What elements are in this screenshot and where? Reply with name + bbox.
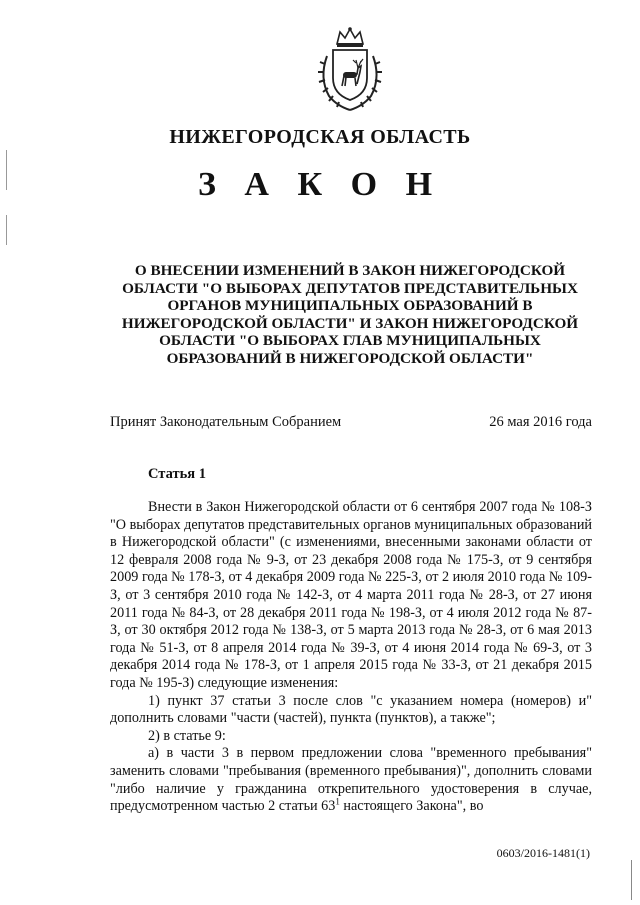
coat-of-arms-icon	[315, 26, 385, 114]
paragraph-text: а) в части 3 в первом предложении слова "временного пребывания" заменить словами "пребывания (временного пребывания)", дополнить словами "либо наличие у гражданина открепительного удостоверения в случае, предусмотренном частью 2 статьи 63	[110, 745, 592, 815]
article-paragraph: 2) в статье 9:	[148, 727, 226, 744]
document-type: З А К О Н	[197, 166, 443, 203]
article-paragraph: Внести в Закон Нижегородской области от 6 сентября 2007 года № 108-З "О выборах депутатов представительных органов муниципальных образований в Нижегородской области" (с изменениями, внесенными законами области от 12 февраля 2008 года № 9-З, от 23 декабря 2008 года № 175-З, от 9 сентября 2009 года № 178-З, от 4 декабря 2009 года № 225-З, от 2 июля 2010 года № 109-З, от 3 сентября 2010 года № 142-З, от 4 марта 2011 года № 28-З, от 27 июня 2011 года № 84-З, от 28 декабря 2011 года № 198-З, от 4 июля 2012 года № 87-З, от 30 октября 2012 года № 138-З, от 5 марта 2013 года № 28-З, от 6 мая 2013 года № 51-З, от 8 апреля 2014 года № 39-З, от 4 июня 2014 года № 69-З, от 3 декабря 2014 года № 178-З, от 1 апреля 2015 года № 33-З, от 21 декабря 2015 года № 195-З) следующие изменения:	[110, 499, 593, 691]
region-name: НИЖЕГОРОДСКАЯ ОБЛАСТЬ	[169, 126, 471, 148]
law-title-line: НИЖЕГОРОДСКОЙ ОБЛАСТИ" И ЗАКОН НИЖЕГОРОДСКОЙ	[121, 314, 579, 332]
adoption-label: Принят Законодательным Собранием	[110, 414, 342, 430]
law-title-line: ОРГАНОВ МУНИЦИПАЛЬНЫХ ОБРАЗОВАНИЙ В	[167, 297, 533, 315]
article-heading: Статья 1	[148, 466, 206, 482]
law-title-line: ОБЛАСТИ "О ВЫБОРАХ ГЛАВ МУНИЦИПАЛЬНЫХ	[159, 332, 541, 350]
law-title-line: ОБЛАСТИ "О ВЫБОРАХ ДЕПУТАТОВ ПРЕДСТАВИТЕЛЬНЫХ	[122, 279, 578, 297]
law-title-line: ОБРАЗОВАНИЙ В НИЖЕГОРОДСКОЙ ОБЛАСТИ"	[166, 349, 534, 367]
superscript: 1	[335, 796, 340, 807]
adoption-date: 26 мая 2016 года	[489, 414, 592, 430]
law-title-line: О ВНЕСЕНИИ ИЗМЕНЕНИЙ В ЗАКОН НИЖЕГОРОДСКОЙ	[134, 262, 566, 279]
law-title	[105, 262, 595, 368]
article-paragraph: 1) пункт 37 статьи 3 после слов "с указанием номера (номеров) и" дополнить словами "части (частей), пункта (пунктов), а также";	[110, 692, 592, 727]
document-number: 0603/2016-1481(1)	[496, 846, 590, 860]
paragraph-text: настоящего Закона", во	[339, 798, 484, 815]
article-paragraph	[110, 745, 592, 815]
article-body	[110, 499, 592, 816]
